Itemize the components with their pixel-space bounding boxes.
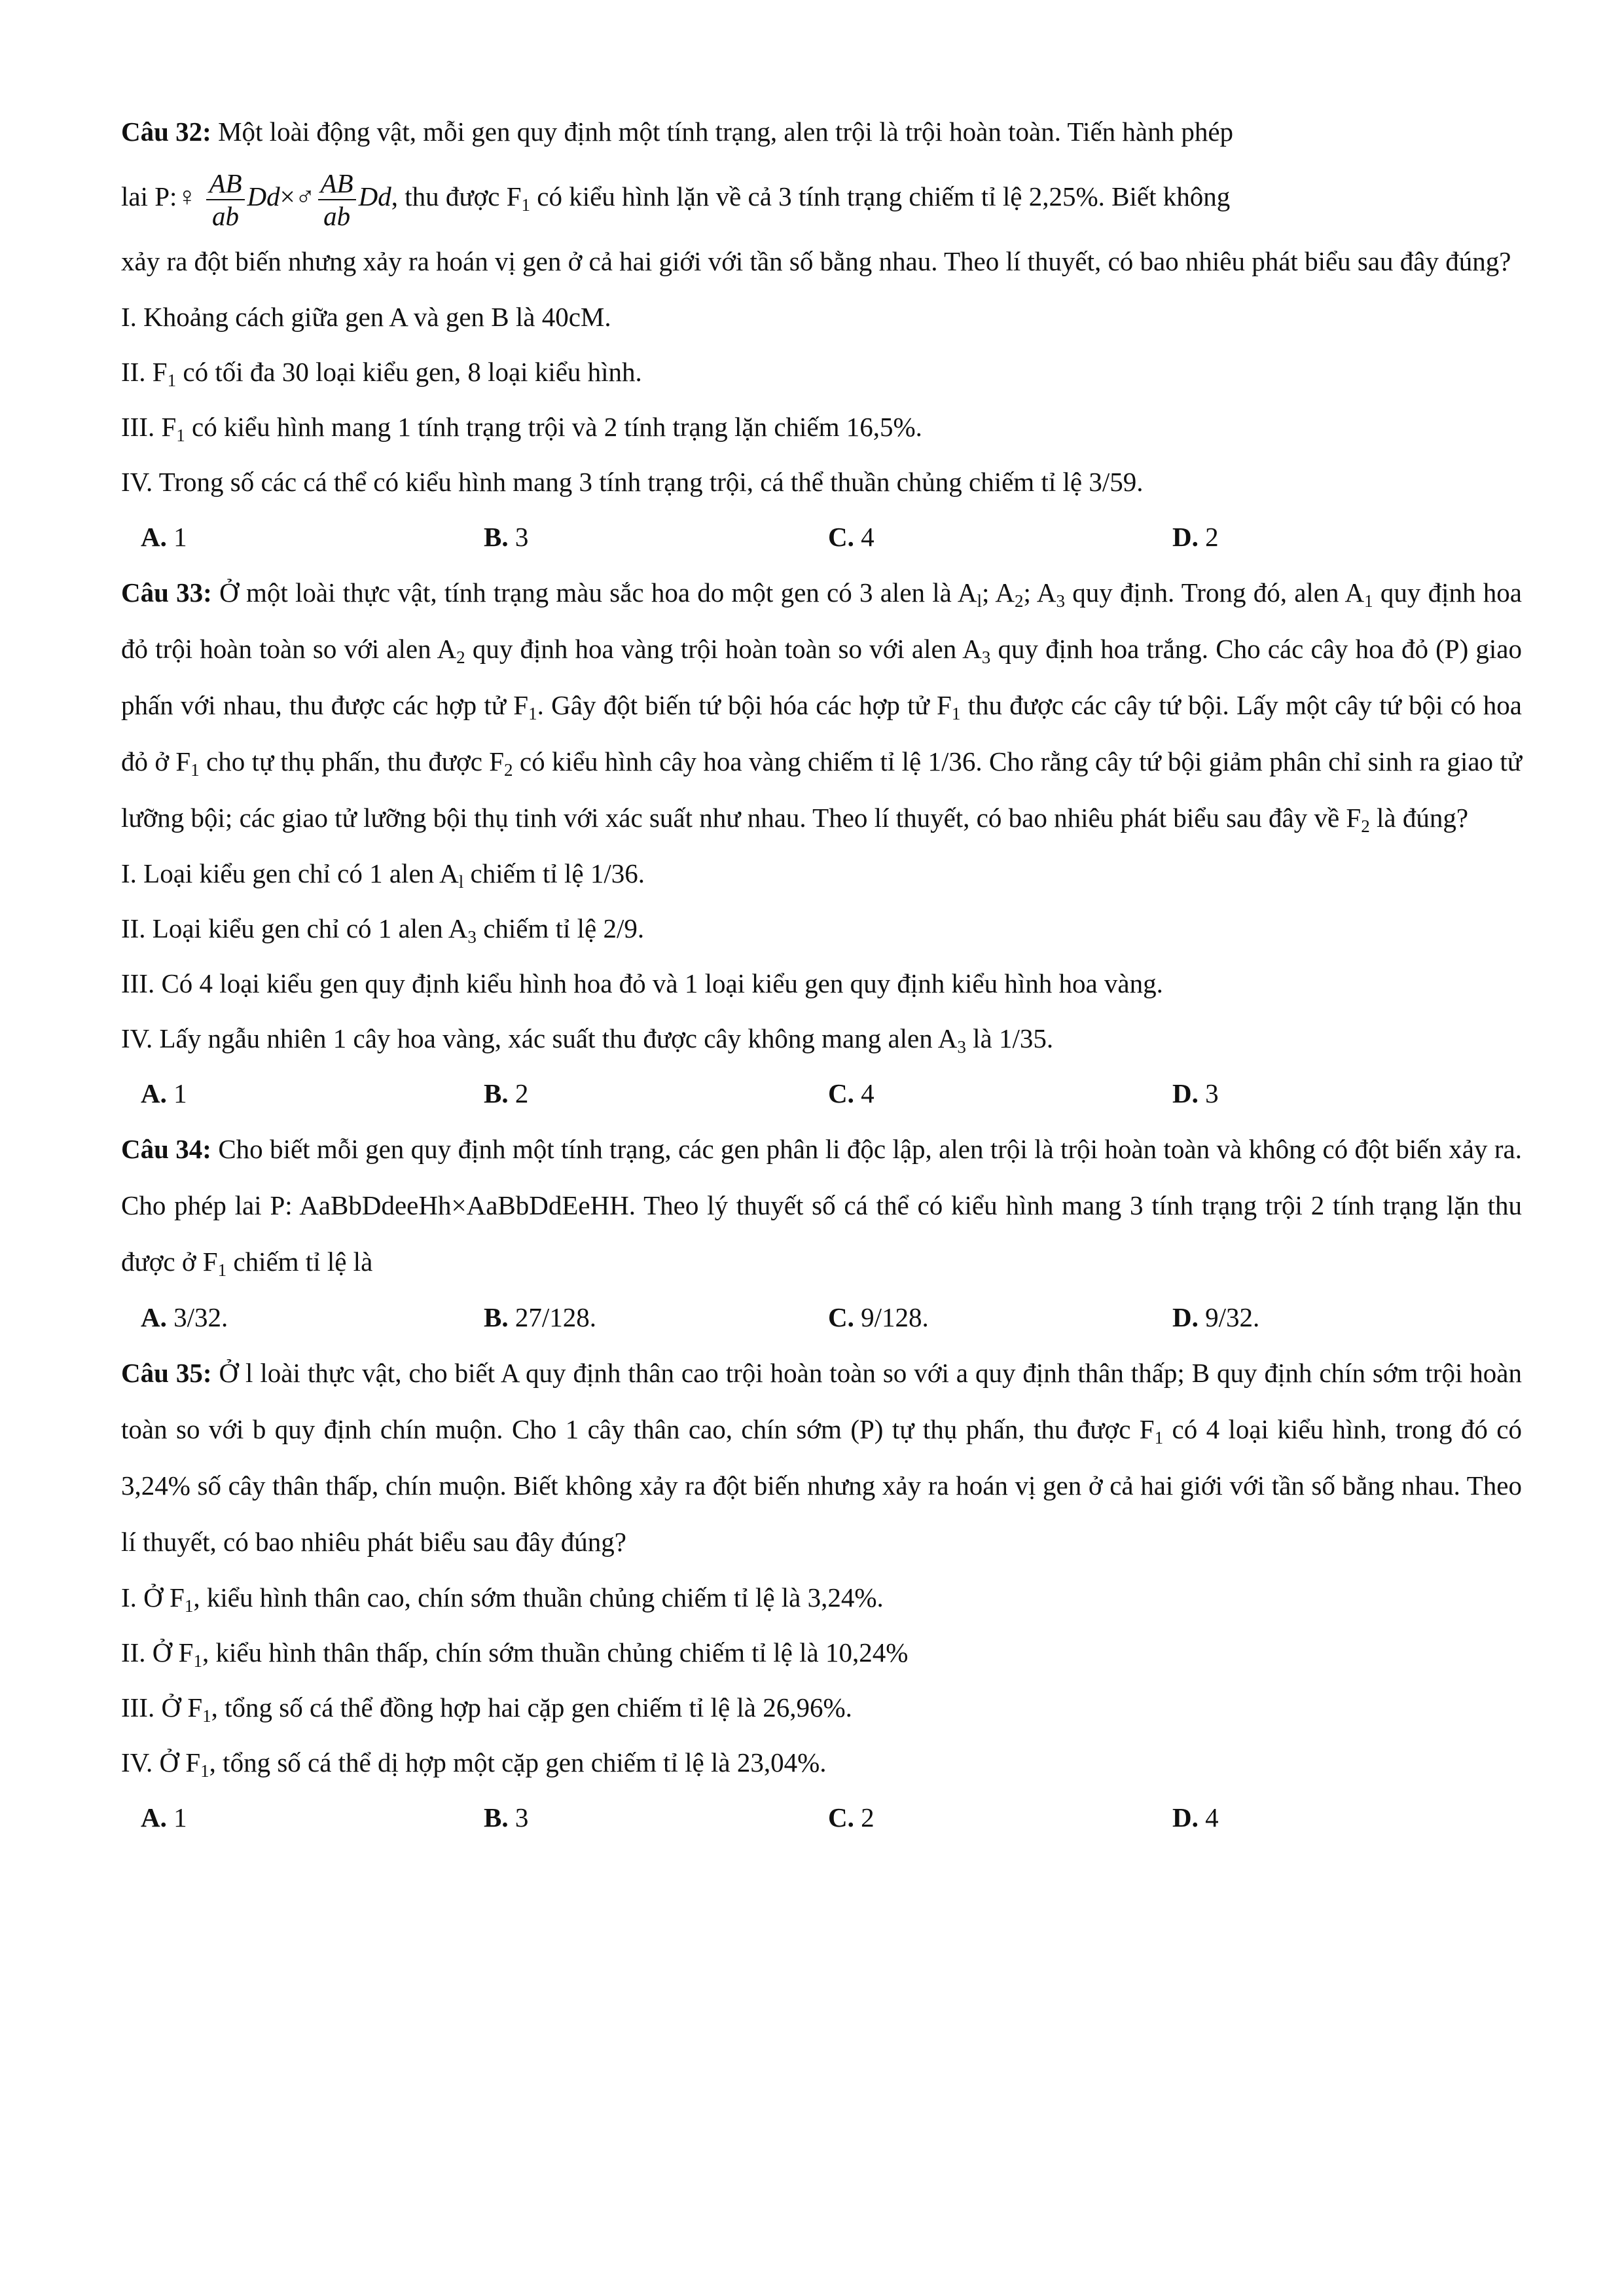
female-genotype-fraction: $\frac{AB}{ab}$ [206,168,244,232]
statement-i: I. Loại kiểu gen chỉ có 1 alen $A_l$ chiếm tỉ lệ 1/36. [121,858,645,892]
answer-option-a[interactable]: A. 1 [141,522,187,552]
answer-options [121,509,1522,564]
question-34 [121,1121,1522,1345]
exam-page [121,103,1522,1845]
answer-options [121,1790,1522,1845]
answer-option-b[interactable]: B. 27/128. [484,1302,597,1332]
male-genotype-fraction: $\frac{AB}{ab}$ [318,168,356,232]
answer-option-a[interactable]: A. 3/32. [141,1302,228,1332]
question-label: Câu 35: [121,1358,212,1388]
question-label: Câu 34: [121,1134,211,1164]
answer-option-d[interactable]: D. 4 [1172,1802,1219,1832]
answer-option-b[interactable]: B. 2 [484,1078,529,1108]
statement-iii: III. Ở $F_1$, tổng số cá thể đồng hợp hai cặp gen chiếm tỉ lệ là 26,96%. [121,1692,852,1726]
statement-iv: IV. Ở $F_1$, tổng số cá thể dị hợp một cặp gen chiếm tỉ lệ là 23,04%. [121,1747,827,1781]
answer-option-d[interactable]: D. 9/32. [1172,1302,1260,1332]
statement-ii: II. Ở $F_1$, kiểu hình thân thấp, chín sớm thuần chủng chiếm tỉ lệ là 10,24% [121,1637,909,1671]
question-32-intro: Câu 32: Một loài động vật, mỗi gen quy định một tính trạng, alen trội là trội hoàn toàn. Tiến hành phép [121,117,1234,147]
question-32-intro-2: xảy ra đột biến nhưng xảy ra hoán vị gen ở cả hai giới với tần số bằng nhau. Theo lí thuyết, có bao nhiêu phát biểu sau đây đúng? [121,246,1511,276]
question-label: Câu 33: [121,577,212,608]
answer-option-a[interactable]: A. 1 [141,1078,187,1108]
question-35-intro: Câu 35: Ở l loài thực vật, cho biết A quy định thân cao trội hoàn toàn so với a quy định thân thấp; B quy định chín sớm trội hoàn toàn so với b quy định chín muộn. Cho 1 cây thân cao, chín sớm (P) tự thụ phấn, thu được $F_1$ có 4 loại kiểu hình, trong đó có 3,24% số cây thân thấp, chín muộn. Biết không xảy ra đột biến nhưng xảy ra hoán vị gen ở cả hai giới với tần số bằng nhau. Theo lí thuyết, có bao nhiêu phát biểu sau đây đúng? [121,1358,1522,1557]
answer-option-c[interactable]: C. 9/128. [828,1302,929,1332]
statement-iv: IV. Lấy ngẫu nhiên 1 cây hoa vàng, xác suất thu được cây không mang alen $A_3$ là 1/35. [121,1023,1054,1057]
answer-option-c[interactable]: C. 4 [828,522,875,552]
question-35 [121,1345,1522,1845]
answer-option-b[interactable]: B. 3 [484,522,529,552]
answer-options [121,1066,1522,1121]
question-32-cross: lai P:♀ $\frac{AB}{ab}$ Dd×♂ $\frac{AB}{ab}$ Dd, thu được $F_1$ có kiểu hình lặn về cả 3 tính trạng chiếm tỉ lệ 2,25%. Biết không [121,168,1231,231]
question-label: Câu 32: [121,117,211,147]
statement-ii: II. $F_1$ có tối đa 30 loại kiểu gen, 8 loại kiểu hình. [121,357,642,391]
question-33-intro: Câu 33: Ở một loài thực vật, tính trạng màu sắc hoa do một gen có 3 alen là $A_l$; $A_2$; $A_3$ quy định. Trong đó, alen $A_1$ quy định hoa đỏ trội hoàn toàn so với alen $A_2$ quy định hoa vàng trội hoàn toàn so với alen $A_3$ quy định hoa trắng. Cho các cây hoa đỏ (P) giao phấn với nhau, thu được các hợp tử $F_1$. Gây đột biến tứ bội hóa các hợp tử $F_1$ thu được các cây tứ bội. Lấy một cây tứ bội có hoa đỏ ở $F_1$ cho tự thụ phấn, thu được $F_2$ có kiểu hình cây hoa vàng chiếm tỉ lệ 1/36. Cho rằng cây tứ bội giảm phân chỉ sinh ra giao tử lưỡng bội; các giao tử lưỡng bội thụ tinh với xác suất như nhau. Theo lí thuyết, có bao nhiêu phát biểu sau đây về $F_2$ là đúng? [121,577,1523,837]
statement-i: I. Ở $F_1$, kiểu hình thân cao, chín sớm thuần chủng chiếm tỉ lệ là 3,24%. [121,1582,884,1616]
answer-option-c[interactable]: C. 2 [828,1802,875,1832]
answer-option-d[interactable]: D. 3 [1172,1078,1219,1108]
statement-iii: III. Có 4 loại kiểu gen quy định kiểu hình hoa đỏ và 1 loại kiểu gen quy định kiểu hình hoa vàng. [121,968,1163,998]
question-33 [121,564,1522,1121]
question-32 [121,103,1522,564]
answer-option-d[interactable]: D. 2 [1172,522,1219,552]
question-34-intro: Câu 34: Cho biết mỗi gen quy định một tính trạng, các gen phân li độc lập, alen trội là trội hoàn toàn và không có đột biến xảy ra. Cho phép lai P: AaBbDdeeHh×AaBbDdEeHH. Theo lý thuyết số cá thể có kiểu hình mang 3 tính trạng trội 2 tính trạng lặn thu được ở $F_1$ chiếm tỉ lệ là [121,1134,1522,1281]
statement-i: I. Khoảng cách giữa gen A và gen B là 40cM. [121,302,611,332]
answer-option-c[interactable]: C. 4 [828,1078,875,1108]
statement-ii: II. Loại kiểu gen chỉ có 1 alen $A_3$ chiếm tỉ lệ 2/9. [121,913,645,947]
answer-option-b[interactable]: B. 3 [484,1802,529,1832]
answer-options [121,1290,1522,1345]
statement-iii: III. $F_1$ có kiểu hình mang 1 tính trạng trội và 2 tính trạng lặn chiếm 16,5%. [121,412,922,446]
answer-option-a[interactable]: A. 1 [141,1802,187,1832]
statement-iv: IV. Trong số các cá thể có kiểu hình mang 3 tính trạng trội, cá thể thuần chủng chiếm tỉ lệ 3/59. [121,467,1144,497]
